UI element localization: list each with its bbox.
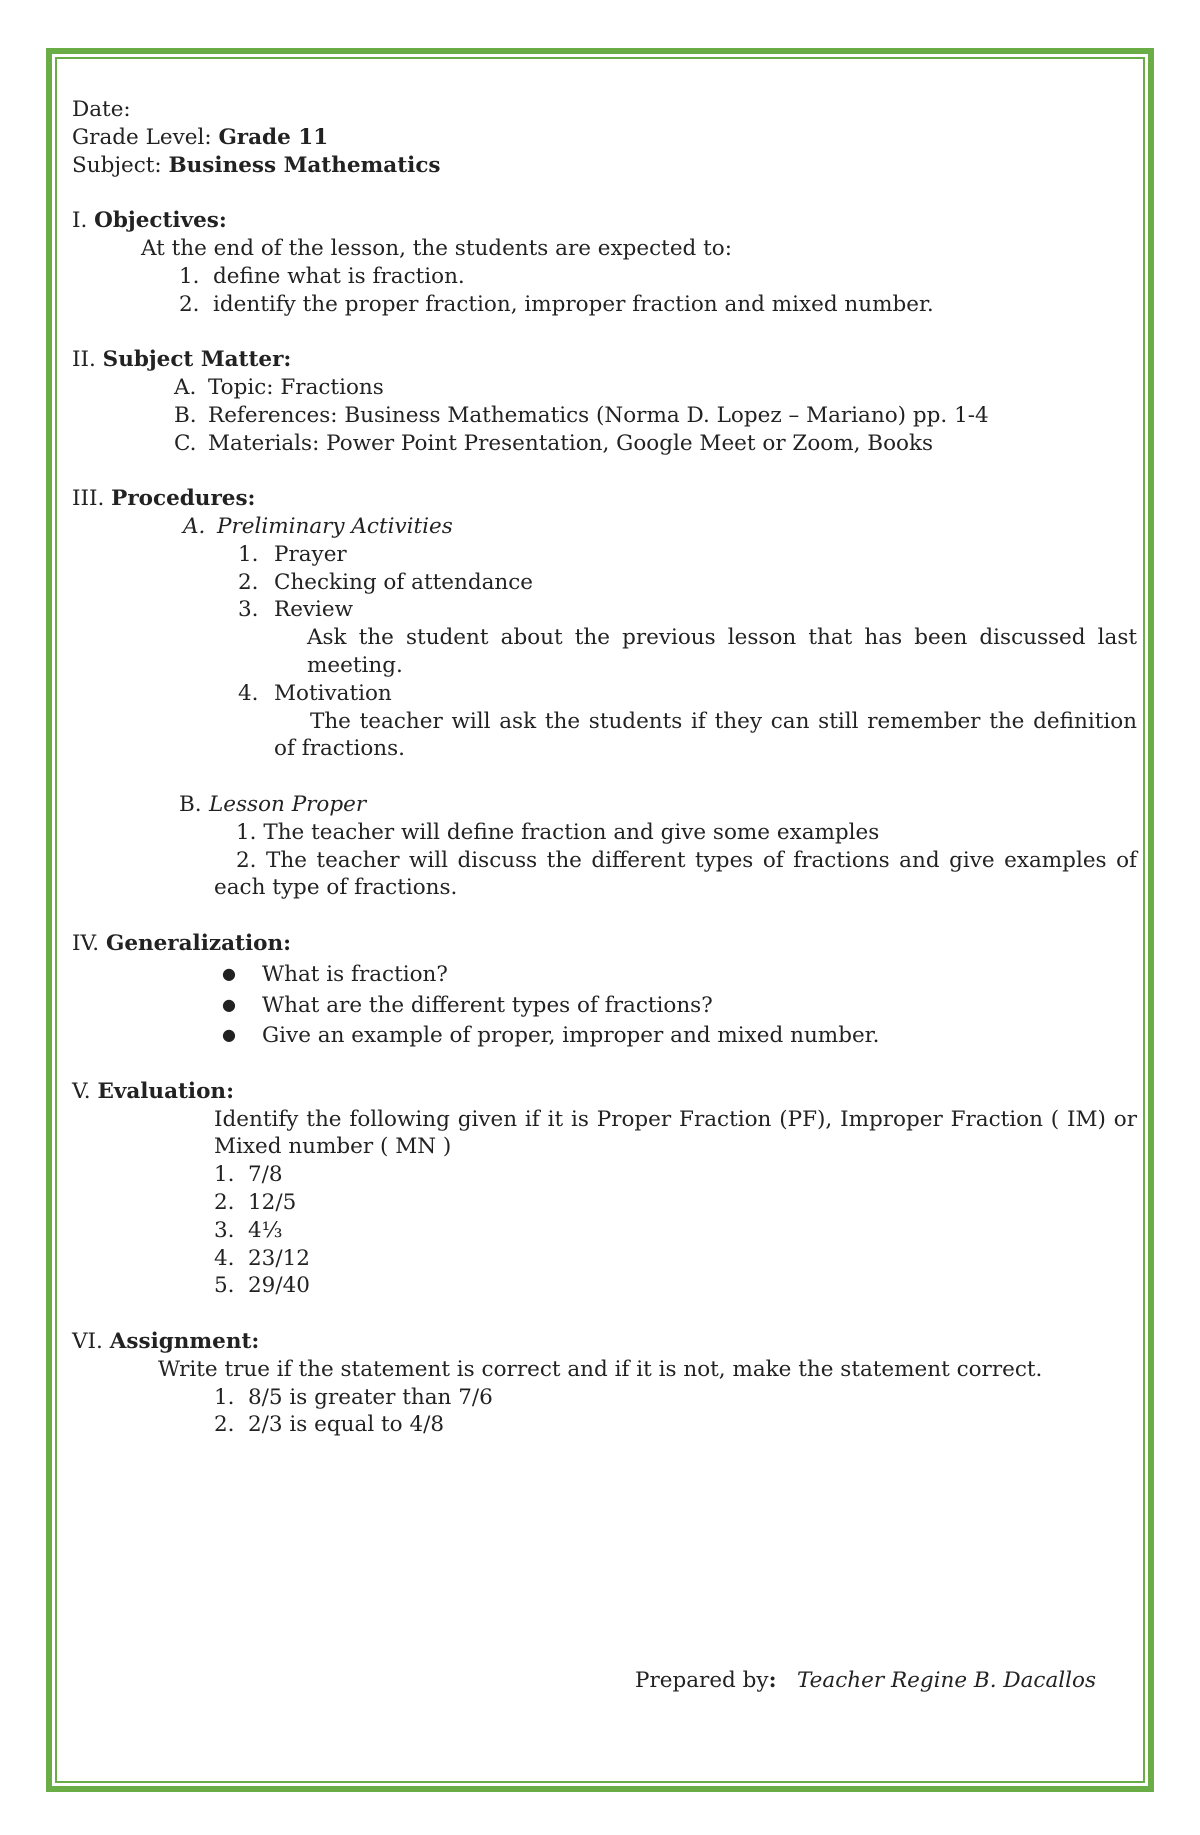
- prepared-by-line: Prepared by: Teacher Regine B. Dacallos: [635, 1668, 1097, 1693]
- procedures-heading: III. Procedures:: [72, 486, 256, 512]
- subject-matter-heading: II. Subject Matter:: [72, 347, 292, 373]
- evaluation-item: 4. 23/12: [214, 1245, 310, 1271]
- subject-matter-item: B. References: Business Mathematics (Norma D. Lopez – Mariano) pp. 1-4: [174, 402, 989, 428]
- bullet-icon: ●: [222, 994, 236, 1014]
- objectives-intro: At the end of the lesson, the students are expected to:: [141, 235, 732, 261]
- subject-matter-item: C. Materials: Power Point Presentation, Google Meet or Zoom, Books: [174, 430, 934, 456]
- evaluation-item: 2. 12/5: [214, 1190, 297, 1216]
- assignment-instruction: Write true if the statement is correct and if it is not, make the statement correct.: [158, 1356, 1043, 1382]
- review-description: Ask the student about the previous lesson that has been discussed last meeting.: [307, 625, 1137, 678]
- grade-level-line: Grade Level: Grade 11: [72, 124, 329, 150]
- activity-item: 2. Checking of attendance: [238, 569, 534, 595]
- motivation-description: The teacher will ask the students if they can still remember the definition of fractions.: [274, 708, 1137, 762]
- subject-matter-item: A. Topic: Fractions: [174, 374, 384, 400]
- evaluation-heading: V. Evaluation:: [72, 1078, 235, 1104]
- lesson-proper-heading: B. Lesson Proper: [179, 791, 367, 817]
- generalization-item: ● Give an example of proper, improper and mixed number.: [222, 1023, 880, 1049]
- lesson-plan-document: [72, 96, 1137, 1439]
- grade-value: Grade 11: [218, 124, 329, 150]
- objective-item: 2. identify the proper fraction, improper fraction and mixed number.: [179, 291, 934, 317]
- generalization-item: ● What are the different types of fractions?: [222, 992, 713, 1018]
- prepared-by-label: Prepared by: [635, 1668, 769, 1693]
- assignment-heading: VI. Assignment:: [72, 1329, 260, 1355]
- lesson-proper-item: 1. The teacher will define fraction and give some examples: [236, 819, 880, 845]
- activity-item: 3. Review: [238, 597, 354, 623]
- activity-item: 1. Prayer: [238, 541, 347, 567]
- evaluation-item: 5. 29/40: [214, 1273, 310, 1299]
- assignment-item: 1. 8/5 is greater than 7/6: [214, 1384, 493, 1410]
- date-line: Date:: [72, 97, 131, 122]
- generalization-heading: IV. Generalization:: [72, 930, 292, 956]
- evaluation-item: 1. 7/8: [214, 1162, 283, 1188]
- generalization-item: ● What is fraction?: [222, 961, 448, 987]
- bullet-icon: ●: [222, 963, 236, 983]
- subject-value: Business Mathematics: [168, 152, 441, 178]
- preliminary-activities-heading: A. Preliminary Activities: [183, 513, 453, 539]
- assignment-item: 2. 2/3 is equal to 4/8: [214, 1412, 445, 1438]
- objective-item: 1. define what is fraction.: [179, 263, 465, 289]
- lesson-proper-item: 2. The teacher will discuss the different types of fractions and give examples of each type of fractions.: [214, 847, 1137, 901]
- subject-line: Subject: Business Mathematics: [72, 152, 441, 178]
- bullet-icon: ●: [222, 1025, 236, 1045]
- objectives-heading: I. Objectives:: [72, 208, 227, 234]
- teacher-name: Teacher Regine B. Dacallos: [797, 1668, 1097, 1693]
- evaluation-item: 3. 4⅓: [214, 1217, 283, 1243]
- evaluation-instruction: Identify the following given if it is Proper Fraction (PF), Improper Fraction ( IM) or Mixed number ( MN ): [214, 1106, 1137, 1160]
- activity-item: 4. Motivation: [238, 680, 392, 706]
